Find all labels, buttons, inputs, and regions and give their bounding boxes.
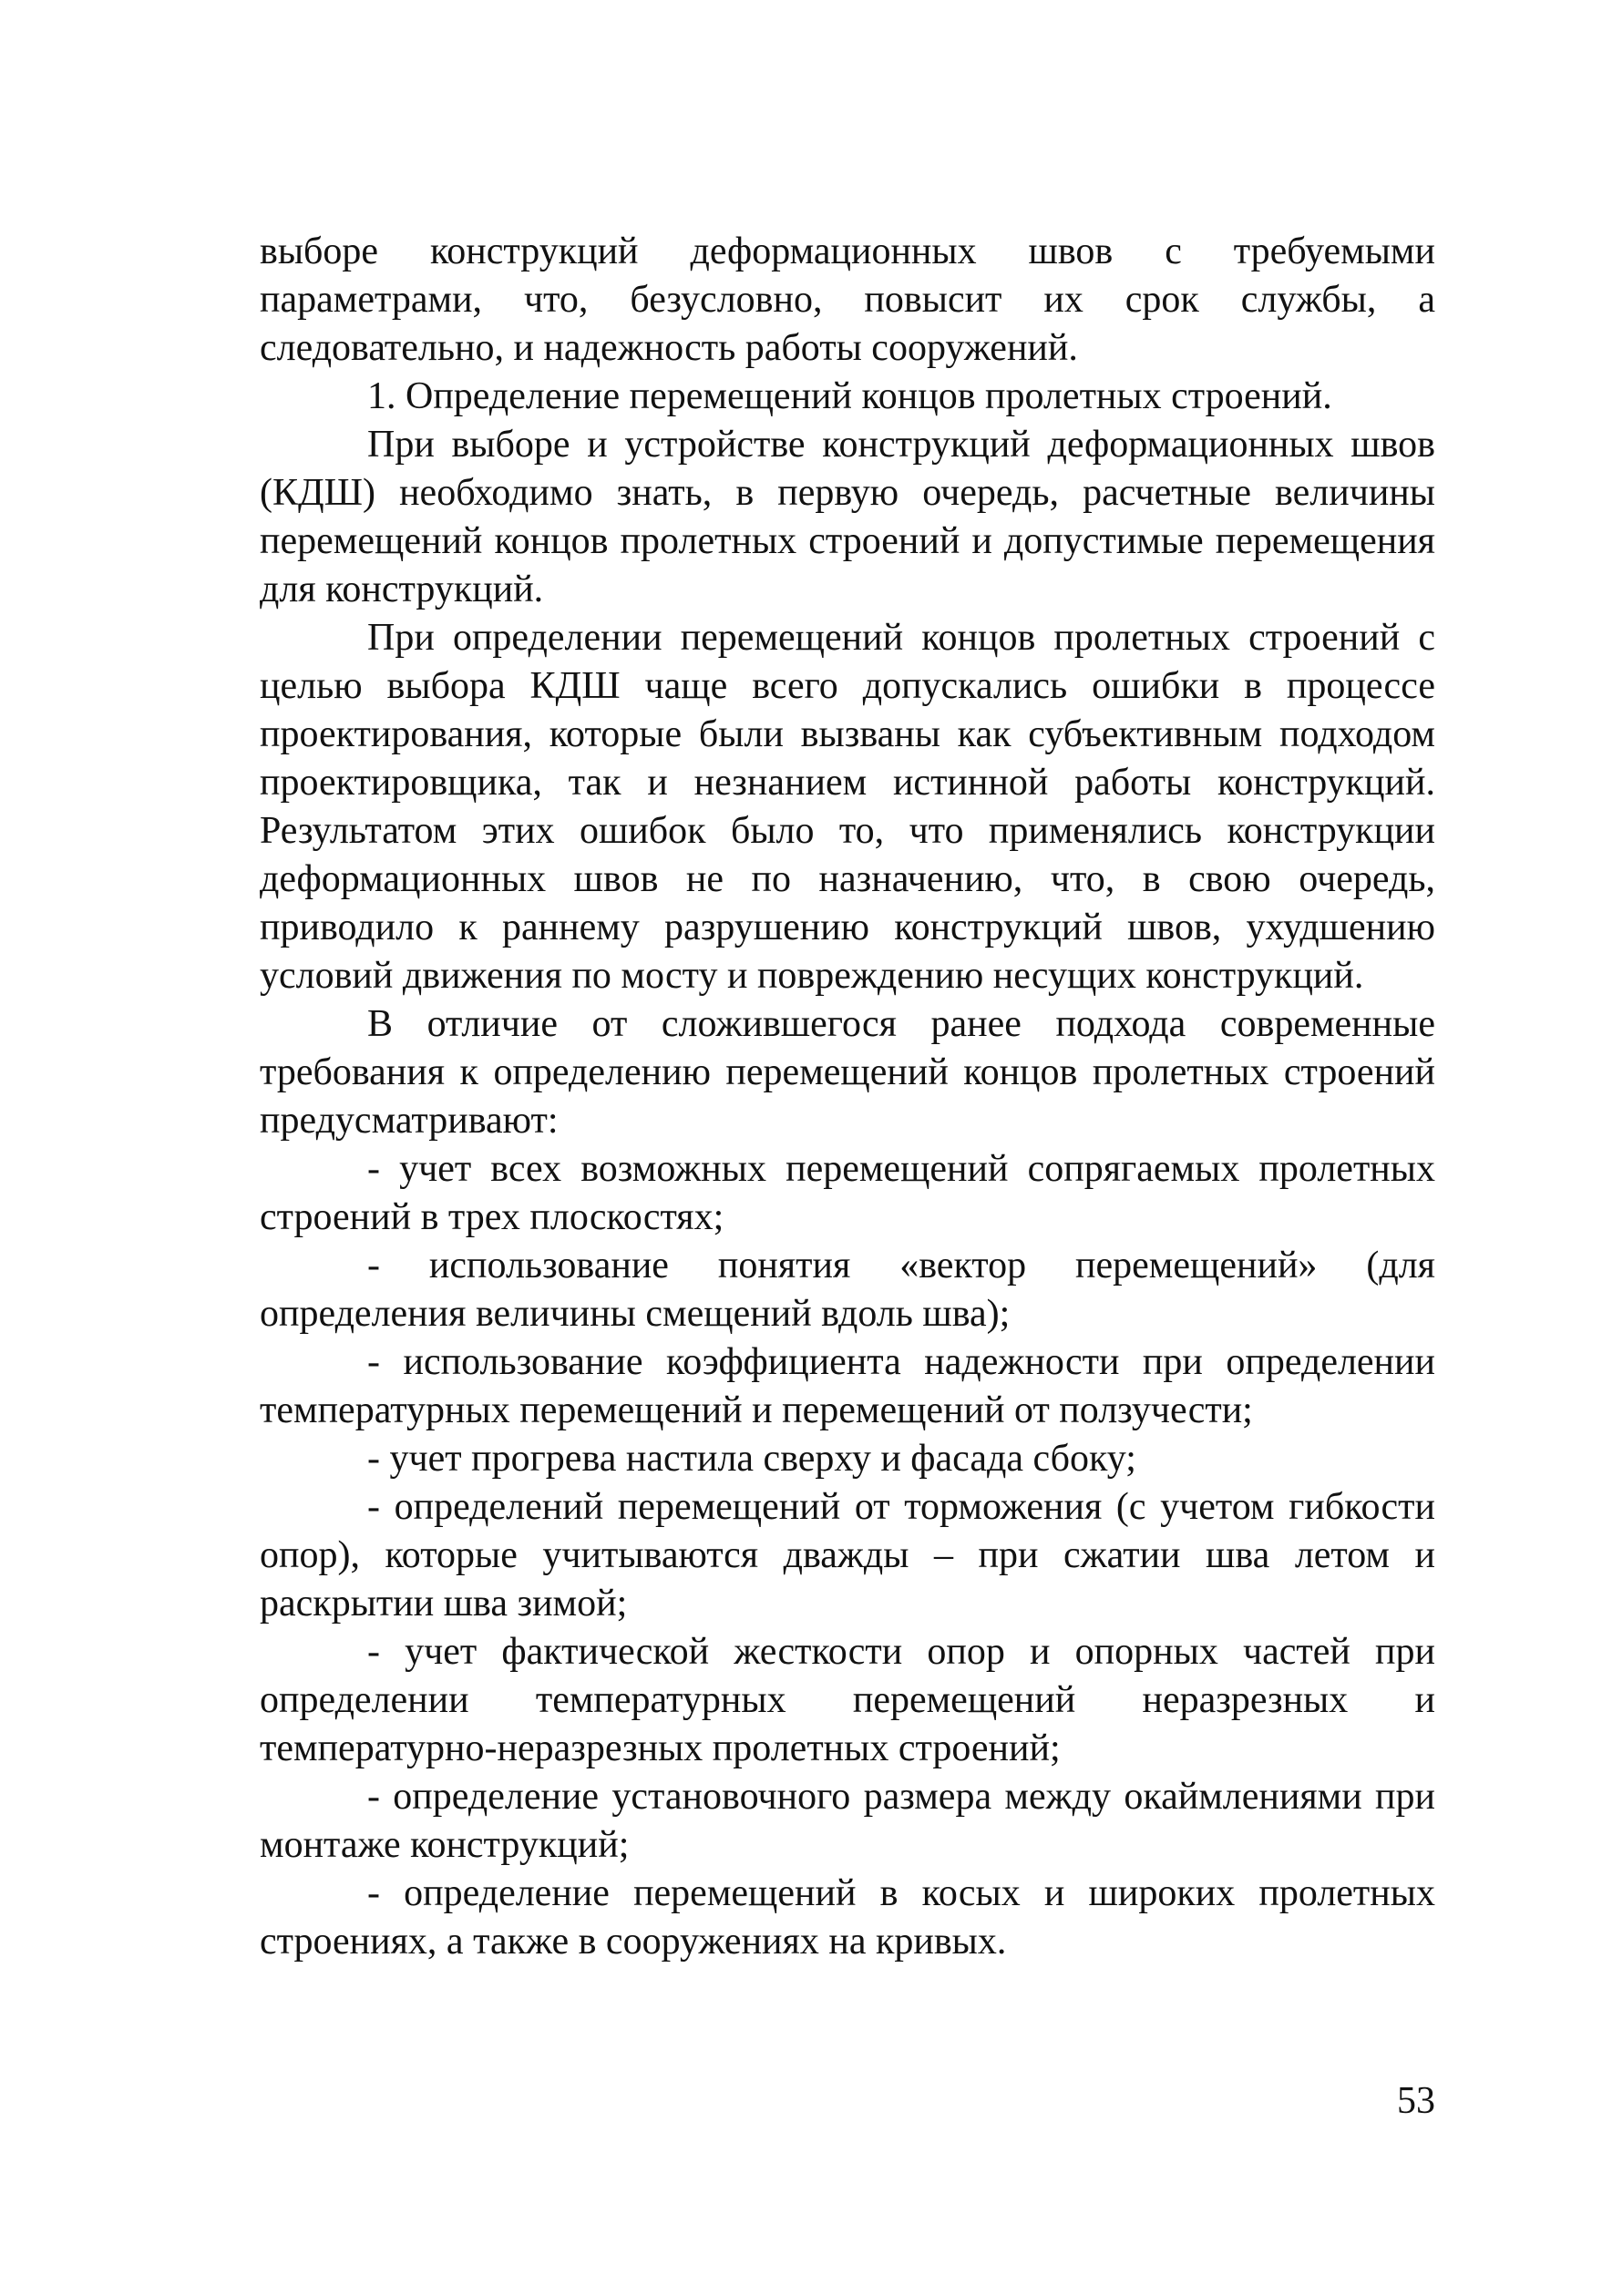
paragraph: В отличие от сложившегося ранее подхода современные требования к определению перемещений концов пролетных строений предусматривают:	[260, 1003, 1435, 1142]
list-item: - учет всех возможных перемещений сопрягаемых пролетных строений в трех плоскостях;	[260, 1148, 1435, 1238]
list-item: - использование понятия «вектор перемещений» (для определения величины смещений вдоль шва);	[260, 1245, 1435, 1335]
paragraph: При выборе и устройстве конструкций деформационных швов (КДШ) необходимо знать, в первую очередь, расчетные величины перемещений концов пролетных строений и допустимые перемещения для конструкций.	[260, 424, 1435, 610]
paragraph: При определении перемещений концов пролетных строений с целью выбора КДШ чаще всего допускались ошибки в процессе проектирования, которые были вызваны как субъективным подходом проектировщика, так и незнанием истинной работы конструкций. Результатом этих ошибок было то, что применялись конструкции деформационных швов не по назначению, что, в свою очередь, приводило к раннему разрушению конструкций швов, ухудшению условий движения по мосту и повреждению несущих конструкций.	[260, 617, 1435, 997]
list-item: - определение перемещений в косых и широких пролетных строениях, а также в сооружениях на кривых.	[260, 1872, 1435, 1963]
list-item: - учет фактической жесткости опор и опорных частей при определении температурных перемещений неразрезных и температурно-неразрезных пролетных строений;	[260, 1631, 1435, 1769]
list-item: - определений перемещений от торможения (с учетом гибкости опор), которые учитываются дважды – при сжатии шва летом и раскрытии шва зимой;	[260, 1486, 1435, 1625]
body-text	[260, 228, 1435, 1966]
list-item: - использование коэффициента надежности при определении температурных перемещений и перемещений от ползучести;	[260, 1341, 1435, 1431]
list-item: - учет прогрева настила сверху и фасада сбоку;	[367, 1438, 1136, 1480]
list-item: - определение установочного размера между окаймлениями при монтаже конструкций;	[260, 1776, 1435, 1866]
section-heading: 1. Определение перемещений концов пролетных строений.	[367, 375, 1332, 417]
page-number: 53	[1397, 2080, 1435, 2122]
paragraph-continuation: выборе конструкций деформационных швов с требуемыми параметрами, что, безусловно, повысит их срок службы, а следовательно, и надежность работы сооружений.	[260, 231, 1435, 369]
